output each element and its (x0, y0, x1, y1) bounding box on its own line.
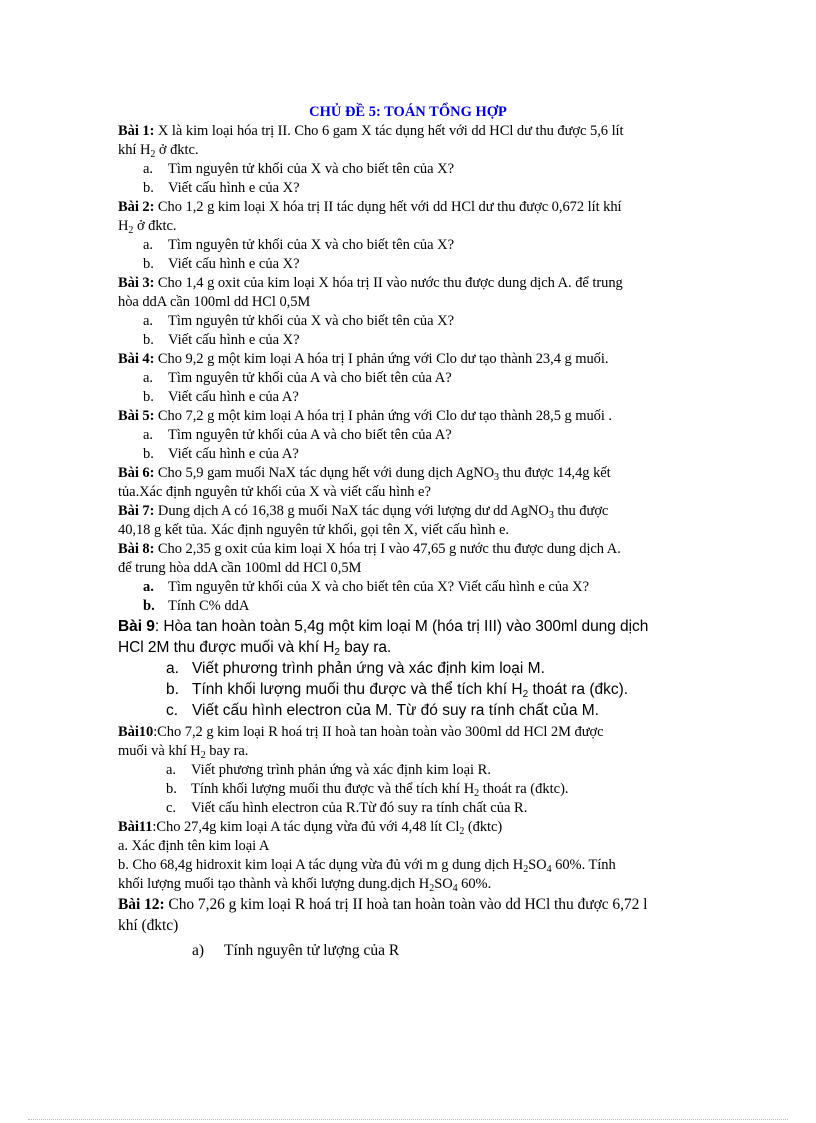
problem-9-item-b: b. Tính khối lượng muối thu được và thể tích khí $H_2$ thoát ra (đkc). (166, 681, 629, 700)
problem-4-label: Bài 4: (118, 351, 155, 367)
problem-10-label: Bài10 (118, 724, 154, 740)
problem-10-item-a: a. Viết phương trình phản ứng và xác định kim loại R. (166, 762, 491, 778)
problem-2-line-1: Bài 2: Cho 1,2 g kim loại X hóa trị II tác dụng hết với dd HCl dư thu được 0,672 lít khí (118, 199, 622, 215)
problem-7-line-1: Bài 7: Dung dịch A có 16,38 g muối NaX tác dụng với lượng dư dd AgNO$_3$ thu được (118, 503, 609, 521)
problem-6-label: Bài 6: (118, 465, 155, 481)
problem-9-item-c: c. Viết cấu hình electron của M. Từ đó suy ra tính chất của M. (166, 702, 599, 719)
document-title: CHỦ ĐỀ 5: TOÁN TỔNG HỢP (309, 104, 507, 120)
problem-2-label: Bài 2: (118, 199, 155, 215)
problem-7-line-2: 40,18 g kết tủa. Xác định nguyên tử khối, gọi tên X, viết cấu hình e. (118, 522, 509, 538)
problem-9-line-2: HCl 2M thu được muối và khí $H_2$ bay ra. (118, 639, 392, 658)
problem-9-label: Bài 9 (118, 618, 155, 635)
problem-5-item-a: a. Tìm nguyên tử khối của A và cho biết tên của A? (143, 427, 452, 443)
problem-11-line-3: b. Cho 68,4g hidroxit kim loại A tác dụng vừa đủ với m g dung dịch $H_2SO_4$ 60%. Tính (118, 857, 616, 875)
problem-2-item-b: b. Viết cấu hình e của X? (143, 256, 300, 272)
problem-8-line-1: Bài 8: Cho 2,35 g oxit của kim loại X hóa trị I vào 47,65 g nước thu được dung dịch A. (118, 541, 621, 557)
problem-4-line-1: Bài 4: Cho 9,2 g một kim loại A hóa trị I phản ứng với Clo dư tạo thành 23,4 g muối. (118, 351, 609, 367)
problem-8-label: Bài 8: (118, 541, 155, 557)
problem-8-item-b: b. Tính C% ddA (143, 598, 250, 614)
problem-2-line-2: $H_2$ ở đktc. (118, 218, 177, 236)
problem-6-line-1: Bài 6: Cho 5,9 gam muối NaX tác dụng hết với dung dịch AgNO$_3$ thu được 14,4g kết (118, 465, 611, 483)
problem-6-line-2: tủa.Xác định nguyên tử khối của X và viết cấu hình e? (118, 484, 431, 500)
problem-3-item-b: b. Viết cấu hình e của X? (143, 332, 300, 348)
problem-1-item-b: b. Viết cấu hình e của X? (143, 180, 300, 196)
problem-1-item-a: a. Tìm nguyên tử khối của X và cho biết tên của X? (143, 161, 455, 177)
problem-10-item-b: b. Tính khối lượng muối thu được và thể tích khí $H_2$ thoát ra (đktc). (166, 781, 569, 799)
problem-12-line-2: khí (đktc) (118, 917, 179, 934)
problem-1-label: Bài 1: (118, 123, 155, 139)
problem-11-line-4: khối lượng muối tạo thành và khối lượng dung.dịch $H_2SO_4$ 60%. (118, 876, 492, 894)
problem-9-item-a: a. Viết phương trình phản ứng và xác định kim loại M. (166, 660, 545, 677)
problem-11-line-2: a. Xác định tên kim loại A (118, 838, 270, 854)
problem-4-item-b: b. Viết cấu hình e của A? (143, 389, 299, 405)
problem-5-item-b: b. Viết cấu hình e của A? (143, 446, 299, 462)
problem-12-label: Bài 12: (118, 896, 165, 913)
problem-3-line-1: Bài 3: Cho 1,4 g oxit của kim loại X hóa trị II vào nước thu được dung dịch A. để trung (118, 275, 623, 291)
problem-12-item-a: a) Tính nguyên tử lượng của R (192, 942, 400, 959)
problem-10-item-c: c. Viết cấu hình electron của R.Từ đó suy ra tính chất của R. (166, 800, 528, 816)
problem-7-label: Bài 7: (118, 503, 155, 519)
problem-2-item-a: a. Tìm nguyên tử khối của X và cho biết tên của X? (143, 237, 455, 253)
problem-10-line-1: Bài10:Cho 7,2 g kim loại R hoá trị II hoà tan hoàn toàn vào 300ml dd HCl 2M được (118, 724, 604, 740)
problem-3-label: Bài 3: (118, 275, 155, 291)
problem-1-line-1: Bài 1: X là kim loại hóa trị II. Cho 6 gam X tác dụng hết với dd HCl dư thu được 5,6 lít (118, 123, 624, 139)
problem-11-label: Bài11 (118, 819, 153, 835)
problem-1-line-2: khí $H_2$ ở đktc. (118, 142, 199, 160)
problem-10-line-2: muối và khí $H_2$ bay ra. (118, 743, 249, 761)
problem-3-item-a: a. Tìm nguyên tử khối của X và cho biết tên của X? (143, 313, 455, 329)
problem-8-line-2: để trung hòa ddA cần 100ml dd HCl 0,5M (118, 560, 362, 576)
problem-4-item-a: a. Tìm nguyên tử khối của A và cho biết tên của A? (143, 370, 452, 386)
page-bottom-rule (28, 1119, 788, 1120)
problem-5-label: Bài 5: (118, 408, 155, 424)
problem-12-line-1: Bài 12: Cho 7,26 g kim loại R hoá trị II hoà tan hoàn toàn vào dd HCl thu được 6,72 l (118, 896, 648, 913)
problem-11-line-1: Bài11:Cho 27,4g kim loại A tác dụng vừa đủ với 4,48 lít $Cl_2$ (đktc) (118, 819, 503, 837)
problem-3-line-2: hòa ddA cần 100ml dd HCl 0,5M (118, 294, 311, 310)
problem-9-line-1: Bài 9: Hòa tan hoàn toàn 5,4g một kim loại M (hóa trị III) vào 300ml dung dịch (118, 618, 649, 635)
problem-5-line-1: Bài 5: Cho 7,2 g một kim loại A hóa trị I phản ứng với Clo dư tạo thành 28,5 g muối . (118, 408, 612, 424)
problem-8-item-a: a. Tìm nguyên tử khối của X và cho biết tên của X? Viết cấu hình e của X? (143, 579, 590, 595)
document-page (118, 104, 698, 961)
